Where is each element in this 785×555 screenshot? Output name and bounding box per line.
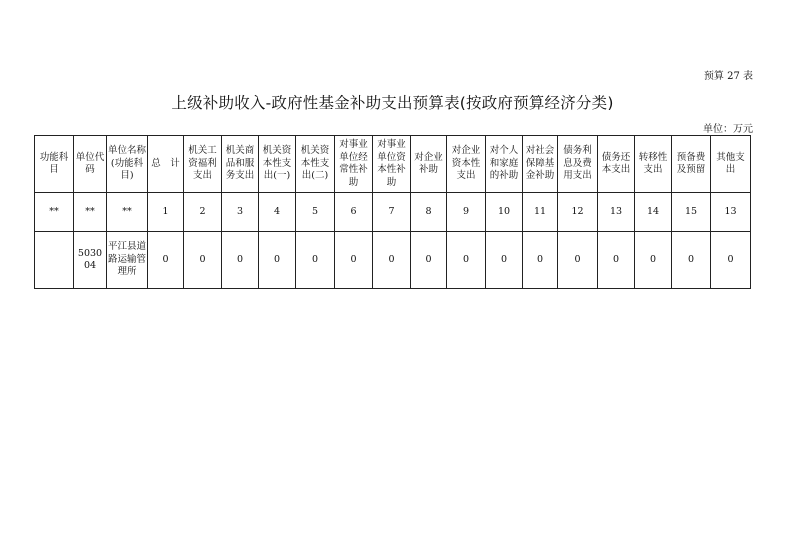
- sequence-cell: 7: [373, 193, 411, 232]
- header-cell: 债务利息及费用支出: [558, 136, 598, 193]
- header-cell: 对企业资本性支出: [447, 136, 486, 193]
- table-cell: 0: [259, 232, 296, 289]
- sequence-cell: 15: [672, 193, 711, 232]
- sequence-cell: **: [107, 193, 148, 232]
- table-cell: 0: [373, 232, 411, 289]
- header-cell: 对社会保障基金补助: [523, 136, 558, 193]
- sequence-cell: 1: [148, 193, 184, 232]
- table-cell: 0: [486, 232, 523, 289]
- table-cell: 0: [148, 232, 184, 289]
- header-cell: 机关资本性支出(二): [296, 136, 335, 193]
- table-cell: 0: [598, 232, 635, 289]
- table-cell: 0: [411, 232, 447, 289]
- table-cell: 0: [672, 232, 711, 289]
- table-cell: 0: [184, 232, 222, 289]
- table-cell: 0: [447, 232, 486, 289]
- header-cell: 总 计: [148, 136, 184, 193]
- header-cell: 预备费及预留: [672, 136, 711, 193]
- sequence-cell: 13: [711, 193, 751, 232]
- sequence-cell: 6: [335, 193, 373, 232]
- sequence-cell: 13: [598, 193, 635, 232]
- header-cell: 机关工资福利支出: [184, 136, 222, 193]
- budget-table: [34, 135, 751, 289]
- table-cell: 0: [711, 232, 751, 289]
- table-cell: 0: [296, 232, 335, 289]
- table-cell: 0: [558, 232, 598, 289]
- sequence-cell: 3: [222, 193, 259, 232]
- sequence-cell: 12: [558, 193, 598, 232]
- header-cell: 转移性支出: [635, 136, 672, 193]
- table-cell: 平江县道路运输管理所: [107, 232, 148, 289]
- sequence-cell: 10: [486, 193, 523, 232]
- table-header-row: [35, 136, 751, 193]
- page-title: 上级补助收入-政府性基金补助支出预算表(按政府预算经济分类): [171, 94, 614, 112]
- header-cell: 对企业补助: [411, 136, 447, 193]
- header-cell: 对个人和家庭的补助: [486, 136, 523, 193]
- sequence-cell: 14: [635, 193, 672, 232]
- sequence-cell: **: [35, 193, 74, 232]
- header-cell: 对事业单位资本性补助: [373, 136, 411, 193]
- sequence-cell: 4: [259, 193, 296, 232]
- table-cell: [35, 232, 74, 289]
- header-cell: 功能科目: [35, 136, 74, 193]
- header-cell: 机关商品和服务支出: [222, 136, 259, 193]
- header-cell: 机关资本性支出(一): [259, 136, 296, 193]
- sequence-cell: 9: [447, 193, 486, 232]
- sequence-cell: **: [74, 193, 107, 232]
- sequence-cell: 8: [411, 193, 447, 232]
- table-cell: 0: [635, 232, 672, 289]
- unit-label: 单位：万元: [703, 124, 753, 135]
- header-cell: 单位代码: [74, 136, 107, 193]
- sequence-cell: 11: [523, 193, 558, 232]
- table-sequence-row: [35, 193, 751, 232]
- table-cell: 0: [222, 232, 259, 289]
- page-number-label: 预算 27 表: [703, 71, 753, 82]
- sequence-cell: 5: [296, 193, 335, 232]
- sequence-cell: 2: [184, 193, 222, 232]
- header-cell: 其他支出: [711, 136, 751, 193]
- header-cell: 对事业单位经常性补助: [335, 136, 373, 193]
- table-cell: 0: [335, 232, 373, 289]
- table-cell: 0: [523, 232, 558, 289]
- table-row: [35, 232, 751, 289]
- header-cell: 债务还本支出: [598, 136, 635, 193]
- table-cell: 503004: [74, 232, 107, 289]
- header-cell: 单位名称(功能科目): [107, 136, 148, 193]
